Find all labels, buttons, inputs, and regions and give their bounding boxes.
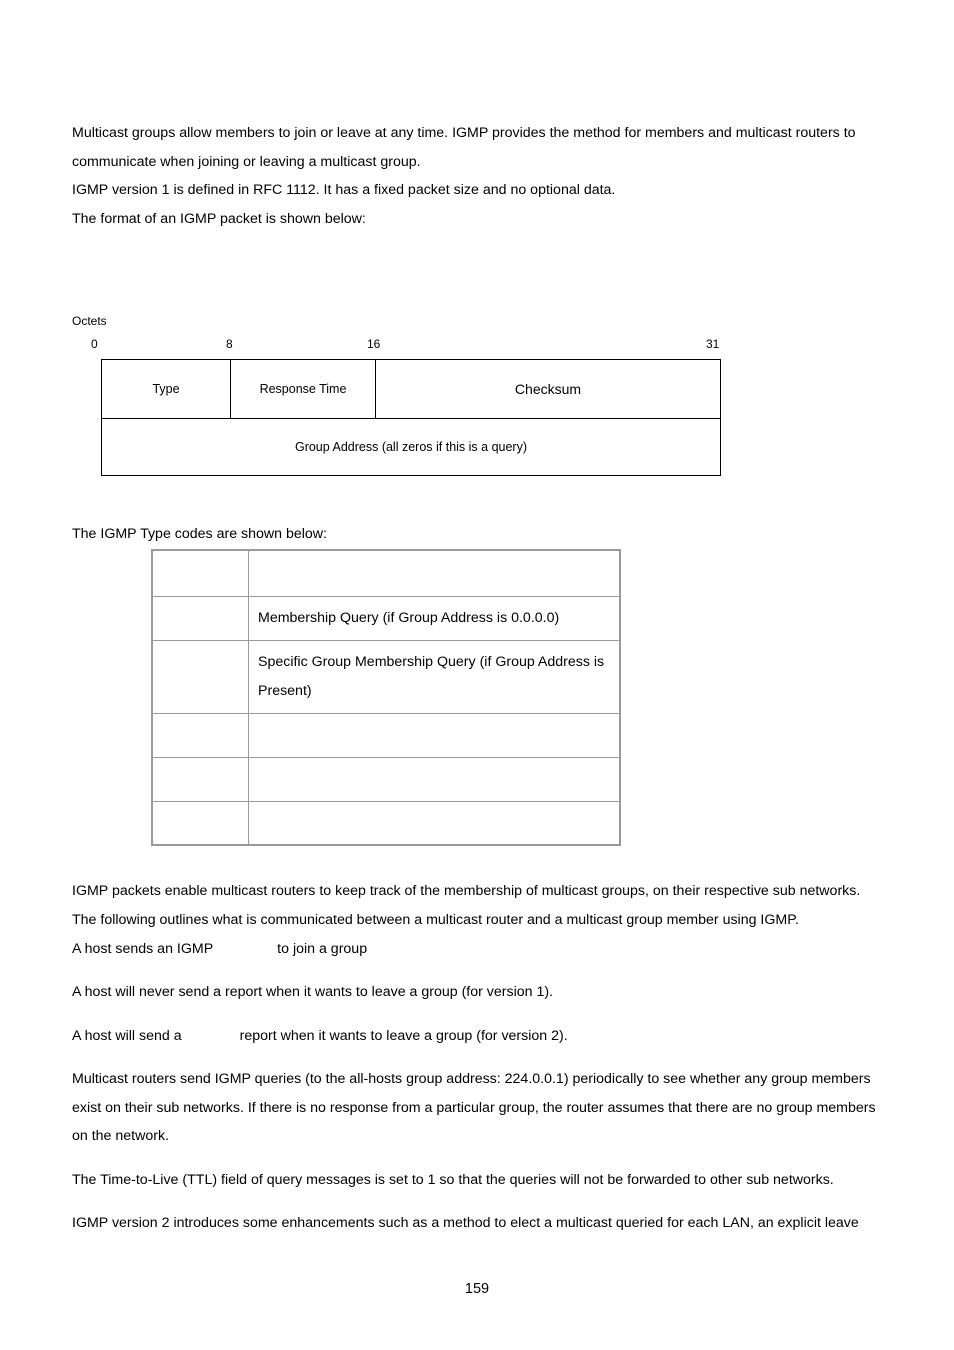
type-code-cell — [152, 757, 249, 801]
octets-label: Octets — [72, 314, 107, 328]
type-meaning-cell — [249, 550, 621, 596]
type-code-cell — [152, 801, 249, 845]
bit-mark-16: 16 — [367, 337, 381, 351]
leave-text-start: A host will send a — [72, 1028, 182, 1044]
table-row — [152, 713, 620, 757]
table-row — [152, 757, 620, 801]
field-type: Type — [102, 360, 231, 418]
packet-header-row — [102, 360, 720, 419]
type-code-cell — [152, 596, 249, 640]
igmp-type-codes-table — [151, 549, 621, 846]
type-meaning-cell — [249, 801, 621, 845]
body-paragraph-6: Multicast routers send IGMP queries (to the all-hosts group address: 224.0.0.1) periodically to see whether any group members exist on their sub networks. If there is no response from a particular group, the router assumes that there are no group members on the network. — [72, 1071, 876, 1144]
bit-mark-31: 31 — [706, 337, 720, 351]
body-paragraph-5 — [72, 1022, 892, 1051]
body-paragraph-7: The Time-to-Live (TTL) field of query messages is set to 1 so that the queries will not be forwarded to other sub networks. — [72, 1172, 834, 1188]
body-paragraph-3 — [72, 935, 892, 964]
type-code-cell — [152, 640, 249, 713]
intro-paragraph-1: Multicast groups allow members to join or leave at any time. IGMP provides the method for members and multicast routers to communicate when joining or leaving a multicast group. — [72, 125, 856, 170]
table-row — [152, 640, 620, 713]
leave-text-end: report when it wants to leave a group (for version 2). — [239, 1028, 568, 1044]
table-row — [152, 596, 620, 640]
page-number: 159 — [464, 1281, 490, 1297]
table-row — [152, 550, 620, 596]
field-checksum: Checksum — [514, 381, 582, 397]
type-meaning-cell — [249, 713, 621, 757]
intro-paragraph-2: IGMP version 1 is defined in RFC 1112. It has a fixed packet size and no optional data. — [72, 182, 616, 198]
type-codes-caption: The IGMP Type codes are shown below: — [72, 526, 327, 542]
bit-mark-0: 0 — [91, 337, 98, 351]
join-text-start: A host sends an IGMP — [72, 941, 214, 957]
join-text-end: to join a group — [277, 941, 368, 957]
intro-paragraph-3: The format of an IGMP packet is shown below: — [72, 211, 366, 227]
type-code-cell — [152, 713, 249, 757]
type-meaning-cell: Specific Group Membership Query (if Group Address is Present) — [249, 640, 621, 713]
type-meaning-cell: Membership Query (if Group Address is 0.0.0.0) — [249, 596, 621, 640]
field-response-time: Response Time — [231, 360, 376, 418]
body-paragraph-2: The following outlines what is communicated between a multicast router and a multicast group member using IGMP. — [72, 912, 799, 928]
type-meaning-cell — [249, 757, 621, 801]
igmp-packet-diagram — [101, 359, 721, 476]
table-row — [152, 801, 620, 845]
field-group-address: Group Address (all zeros if this is a query) — [294, 440, 528, 454]
bit-mark-8: 8 — [226, 337, 233, 351]
body-paragraph-4: A host will never send a report when it wants to leave a group (for version 1). — [72, 984, 554, 1000]
type-code-cell — [152, 550, 249, 596]
body-paragraph-8: IGMP version 2 introduces some enhancements such as a method to elect a multicast queried for each LAN, an explicit leave — [72, 1215, 859, 1231]
body-paragraph-1: IGMP packets enable multicast routers to keep track of the membership of multicast groups, on their respective sub networks. — [72, 883, 861, 899]
